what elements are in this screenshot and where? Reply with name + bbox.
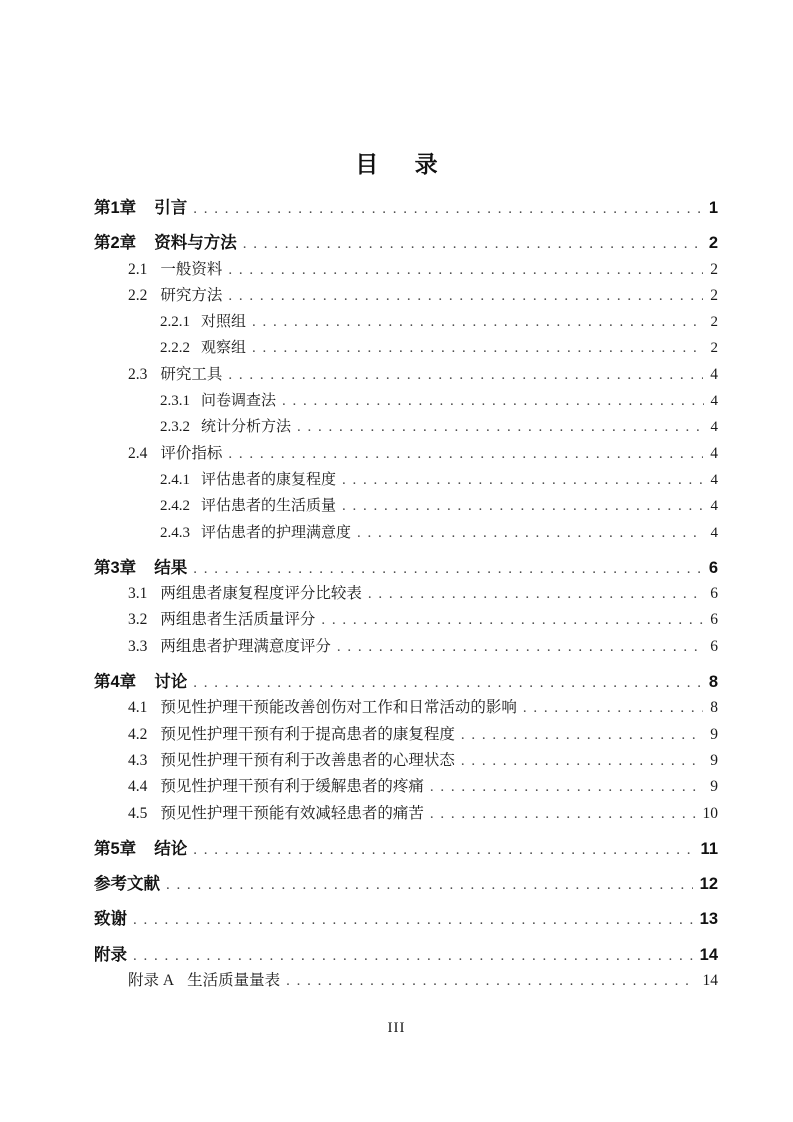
toc-entry-page: 2: [710, 286, 718, 304]
toc-entry-title: 评估患者的护理满意度: [201, 524, 352, 541]
toc-entry-title: 资料与方法: [154, 234, 237, 253]
toc-dot-leader: [321, 607, 703, 633]
toc-entry: [94, 774, 718, 800]
toc-entry-page: 8: [710, 699, 718, 717]
toc-entry-page: 9: [710, 725, 718, 743]
toc-entry-page: 4: [710, 444, 718, 462]
toc-entry: [94, 493, 718, 519]
toc-entry-page: 14: [702, 972, 718, 990]
page-title: 目 录: [355, 151, 438, 177]
toc-entry-title: 评估患者的康复程度: [201, 471, 337, 488]
toc-entry-page: 6: [710, 637, 718, 655]
toc-entry-page: 2: [708, 234, 718, 253]
toc-entry-page: 2: [710, 260, 718, 278]
toc-entry: [94, 283, 718, 309]
toc-entry-title: 预见性护理干预有利于缓解患者的疼痛: [160, 778, 424, 796]
toc-list: [94, 195, 718, 994]
toc-entry-number: 2.3: [128, 365, 148, 383]
toc-entry-title: 两组患者生活质量评分: [160, 611, 316, 629]
toc-entry-page: 2: [710, 314, 718, 331]
toc-entry-title: 对照组: [201, 314, 247, 331]
toc-dot-leader: [461, 722, 703, 748]
toc-entry-page: 11: [700, 839, 718, 858]
toc-entry: [94, 388, 718, 414]
toc-entry-title: 结果: [154, 558, 188, 577]
toc-dot-leader: [193, 196, 702, 222]
toc-entry-title: 预见性护理干预有利于改善患者的心理状态: [160, 751, 455, 769]
toc-dot-leader: [357, 520, 703, 546]
toc-entry-page: 13: [699, 910, 718, 929]
toc-entry-title: 研究工具: [160, 365, 223, 383]
toc-entry: [94, 634, 718, 660]
toc-dot-leader: [430, 774, 703, 800]
toc-entry-title: 评估患者的生活质量: [201, 498, 337, 515]
toc-entry-title: 一般资料: [160, 260, 223, 278]
toc-dot-leader: [166, 872, 693, 898]
toc-entry-number: 3.2: [128, 611, 148, 629]
toc-entry-number: 4.4: [128, 778, 148, 796]
toc-entry-number: 第4章: [94, 673, 137, 692]
toc-entry-title: 两组患者康复程度评分比较表: [160, 585, 362, 603]
toc-entry-page: 9: [710, 751, 718, 769]
toc-entry-number: 2.3.2: [160, 419, 190, 436]
toc-entry-title: 结论: [154, 839, 188, 858]
toc-entry: [94, 257, 718, 283]
toc-entry-number: 第1章: [94, 199, 137, 217]
toc-entry: [94, 942, 718, 968]
toc-entry-title: 附录: [94, 945, 127, 964]
toc-entry-page: 4: [710, 365, 718, 383]
toc-entry-page: 10: [702, 804, 718, 822]
toc-dot-leader: [133, 907, 693, 933]
toc-entry-page: 14: [699, 945, 718, 964]
toc-entry-number: 2.1: [128, 260, 148, 278]
toc-entry: [94, 195, 718, 221]
toc-entry-number: 2.3.1: [160, 393, 190, 410]
toc-entry-number: 第5章: [94, 839, 137, 858]
toc-entry: [94, 230, 718, 256]
toc-entry: [94, 335, 718, 361]
toc-entry: [94, 581, 718, 607]
toc-dot-leader: [252, 309, 703, 335]
toc-entry-title: 引言: [154, 199, 188, 217]
toc-entry-page: 4: [710, 471, 718, 488]
toc-entry-page: 9: [710, 778, 718, 796]
toc-entry: [94, 695, 718, 721]
toc-dot-leader: [523, 695, 703, 721]
toc-dot-leader: [193, 670, 702, 696]
toc-entry-title: 讨论: [154, 673, 188, 692]
toc-entry-page: 4: [710, 498, 718, 515]
toc-dot-leader: [368, 581, 703, 607]
toc-entry-title: 预见性护理干预能有效减轻患者的痛苦: [160, 804, 424, 822]
toc-dot-leader: [228, 441, 703, 467]
toc-dot-leader: [133, 943, 693, 969]
toc-entry-page: 6: [710, 611, 718, 629]
toc-entry: [94, 836, 718, 862]
toc-entry-title: 生活质量量表: [187, 972, 281, 990]
toc-entry-page: 2: [710, 340, 718, 357]
toc-entry: [94, 801, 718, 827]
toc-entry-title: 统计分析方法: [201, 419, 292, 436]
toc-entry-title: 观察组: [201, 340, 247, 357]
toc-entry: [94, 669, 718, 695]
toc-entry-title: 参考文献: [94, 875, 160, 894]
toc-entry-number: 4.2: [128, 725, 148, 743]
toc-entry: [94, 906, 718, 932]
toc-entry: [94, 555, 718, 581]
toc-entry: [94, 362, 718, 388]
toc-entry-number: 2.2.2: [160, 340, 190, 357]
toc-entry-number: 2.4.2: [160, 498, 190, 515]
toc-entry-number: 4.5: [128, 804, 148, 822]
toc-entry: [94, 968, 718, 994]
toc-dot-leader: [297, 414, 703, 440]
toc-dot-leader: [228, 362, 703, 388]
toc-entry-number: 3.3: [128, 637, 148, 655]
toc-entry: [94, 607, 718, 633]
toc-entry-page: 4: [710, 419, 718, 436]
toc-dot-leader: [193, 837, 693, 863]
toc-dot-leader: [228, 283, 703, 309]
toc-entry-page: 6: [708, 558, 718, 577]
toc-entry-number: 2.4: [128, 444, 148, 462]
toc-entry: [94, 520, 718, 546]
toc-entry: [94, 722, 718, 748]
toc-entry-number: 4.3: [128, 751, 148, 769]
toc-entry: [94, 467, 718, 493]
toc-entry-page: 4: [710, 393, 718, 410]
toc-entry: [94, 748, 718, 774]
toc-entry-number: 4.1: [128, 699, 148, 717]
toc-dot-leader: [342, 493, 703, 519]
toc-entry-page: 12: [699, 875, 718, 894]
toc-dot-leader: [342, 467, 703, 493]
toc-entry-page: 4: [710, 524, 718, 541]
toc-dot-leader: [193, 556, 702, 582]
toc-entry-title: 预见性护理干预有利于提高患者的康复程度: [160, 725, 455, 743]
footer-page-number: III: [387, 1020, 406, 1036]
toc-dot-leader: [337, 634, 703, 660]
toc-entry-page: 1: [708, 199, 718, 217]
toc-entry-page: 6: [710, 585, 718, 603]
toc-dot-leader: [282, 388, 703, 414]
toc-entry-number: 第3章: [94, 558, 137, 577]
toc-entry-number: 2.2.1: [160, 314, 190, 331]
toc-entry-title: 问卷调查法: [201, 393, 277, 410]
toc-entry-number: 2.4.1: [160, 471, 190, 488]
toc-entry-title: 两组患者护理满意度评分: [160, 637, 331, 655]
toc-entry-title: 预见性护理干预能改善创伤对工作和日常活动的影响: [160, 699, 517, 717]
toc-entry-number: 附录 A: [128, 972, 175, 990]
toc-entry: [94, 441, 718, 467]
toc-dot-leader: [430, 801, 696, 827]
toc-entry: [94, 871, 718, 897]
toc-dot-leader: [243, 231, 702, 257]
toc-entry-number: 3.1: [128, 585, 148, 603]
toc-entry-number: 2.4.3: [160, 524, 190, 541]
toc-dot-leader: [461, 748, 703, 774]
toc-entry: [94, 414, 718, 440]
toc-entry-title: 评价指标: [160, 444, 223, 462]
toc-entry: [94, 309, 718, 335]
toc-dot-leader: [228, 257, 703, 283]
toc-entry-title: 研究方法: [160, 286, 223, 304]
toc-dot-leader: [252, 335, 703, 361]
toc-dot-leader: [286, 968, 695, 994]
toc-entry-page: 8: [708, 673, 718, 692]
toc-entry-number: 第2章: [94, 234, 137, 253]
toc-entry-number: 2.2: [128, 286, 148, 304]
toc-entry-title: 致谢: [94, 910, 127, 929]
